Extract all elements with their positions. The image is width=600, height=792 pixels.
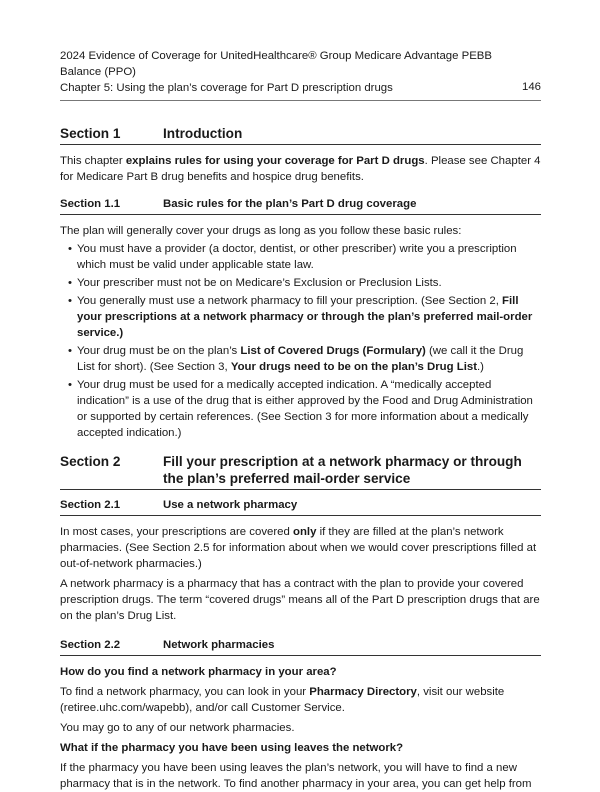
subsection-number: Section 2.1 (60, 499, 121, 511)
list-item: • Your prescriber must not be on Medicare’s Exclusion or Preclusion Lists. (68, 277, 442, 289)
network-paragraph-1: In most cases, your prescriptions are covered only if they are filled at the plan’s network pharmacies. (See Section 2.5 for information about when we would cover prescriptions filled at out-of-network pharmacies.) (60, 526, 537, 570)
list-item: • Your drug must be on the plan’s List of Covered Drugs (Formulary) (we call it the Drug List for short). (See Section 3, Your drugs need to be on the plan’s Drug List.) (68, 345, 524, 373)
section-title: Introduction (163, 126, 243, 141)
section-2-1-heading (60, 498, 541, 516)
section-number: Section 2 (60, 454, 121, 469)
subsection-number: Section 1.1 (60, 198, 121, 210)
list-item: • You generally must use a network pharmacy to fill your prescription. (See Section 2, Fill your prescriptions at a network pharmacy or through the plan’s preferred mail-order service.) (68, 295, 533, 339)
section-2-heading (60, 453, 541, 490)
section-title: Fill your prescription at a network pharmacy or through the plan’s preferred mail-order service (163, 454, 522, 486)
rules-list (60, 241, 541, 441)
rules-lead: The plan will generally cover your drugs as long as you follow these basic rules: (60, 225, 462, 237)
list-item: • Your drug must be used for a medically accepted indication. A “medically accepted indication” is a use of the drug that is either approved by the Food and Drug Administration or supported by certain references. (See Section 3 for more information about a medically accepted indication.) (68, 379, 533, 439)
section-number: Section 1 (60, 126, 121, 141)
section-1-heading (60, 125, 541, 145)
any-pharmacy-paragraph: You may go to any of our network pharmacies. (60, 722, 295, 734)
document-page (60, 48, 541, 792)
list-item: • You must have a provider (a doctor, dentist, or other prescriber) write you a prescription which must be valid under applicable state law. (68, 243, 517, 271)
subsection-title: Basic rules for the plan’s Part D drug coverage (163, 198, 417, 210)
running-header (60, 48, 541, 101)
section-1-intro: This chapter explains rules for using your coverage for Part D drugs. Please see Chapter 4 for Medicare Part B drug benefits and hospice drug benefits. (60, 155, 541, 183)
pharmacy-leaves-paragraph: If the pharmacy you have been using leaves the plan’s network, you will have to find a new pharmacy that is in the network. To find another pharmacy in your area, you can get help from (60, 762, 532, 790)
find-pharmacy-paragraph: To find a network pharmacy, you can look in your Pharmacy Directory, visit our website (retiree.uhc.com/wapebb), and/or call Customer Service. (60, 686, 505, 714)
section-2-2-heading (60, 638, 541, 656)
chapter-title: Chapter 5: Using the plan’s coverage for Part D prescription drugs (60, 82, 393, 94)
subsection-title: Network pharmacies (163, 639, 275, 651)
page-number: 146 (521, 81, 541, 93)
question-pharmacy-leaves: What if the pharmacy you have been using leaves the network? (60, 742, 404, 754)
document-title: 2024 Evidence of Coverage for UnitedHealthcare® Group Medicare Advantage PEBB Balance (PPO) (60, 50, 492, 78)
subsection-title: Use a network pharmacy (163, 499, 298, 511)
network-paragraph-2: A network pharmacy is a pharmacy that has a contract with the plan to provide your covered prescription drugs. The term “covered drugs” means all of the Part D prescription drugs that are on the plan’s Drug List. (60, 578, 540, 622)
section-1-1-heading (60, 197, 541, 215)
subsection-number: Section 2.2 (60, 639, 121, 651)
question-find-pharmacy: How do you find a network pharmacy in your area? (60, 666, 337, 678)
